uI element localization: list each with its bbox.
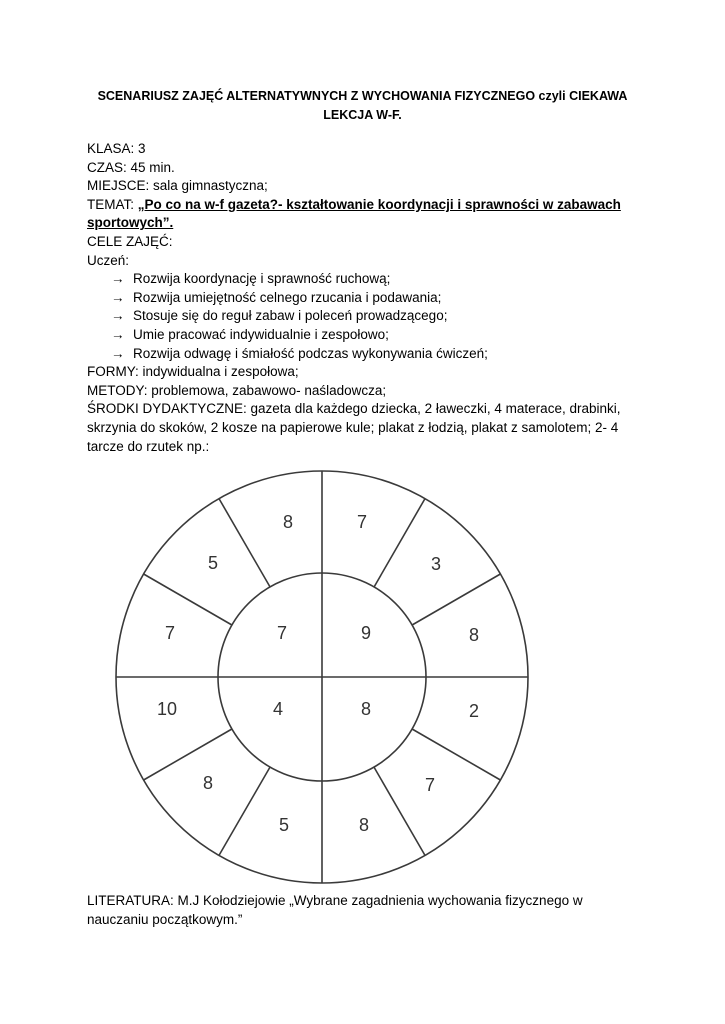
goals-label: CELE ZAJĘĆ:	[87, 233, 173, 249]
sector-divider	[412, 574, 500, 625]
outer-score: 2	[468, 701, 480, 721]
list-item	[87, 289, 647, 308]
list-item-text: Stosuje się do reguł zabaw i poleceń prowadzącego;	[133, 308, 448, 324]
outer-score: 8	[358, 815, 370, 835]
place-line: MIEJSCE: sala gimnastyczna;	[87, 178, 268, 194]
outer-score: 8	[468, 625, 480, 645]
literature-line: LITERATURA: M.J Kołodziejowie „Wybrane zagadnienia wychowania fizycznego w nauczaniu początkowym.”	[87, 893, 583, 927]
list-item	[87, 345, 647, 364]
outer-score: 3	[430, 554, 442, 574]
arrow-icon: →	[111, 326, 125, 342]
topic-text: „Po co na w-f gazeta?- kształtowanie koordynacji i sprawności w zabawach sportowych”.	[87, 196, 621, 231]
outer-score: 7	[164, 623, 176, 643]
methods-line: METODY: problemowa, zabawowo- naśladowcza;	[87, 382, 387, 398]
arrow-icon: →	[111, 345, 125, 361]
outer-score: 5	[207, 553, 219, 573]
list-item	[87, 326, 647, 345]
list-item	[87, 270, 647, 289]
sector-divider	[219, 499, 270, 587]
topic-line	[87, 196, 647, 233]
inner-score: 7	[276, 623, 288, 643]
topic-label: TEMAT:	[87, 196, 138, 212]
dartboard-svg	[112, 467, 532, 887]
sector-divider	[412, 729, 500, 780]
list-item-text: Rozwija umiejętność celnego rzucania i podawania;	[133, 289, 442, 305]
arrow-icon: →	[111, 271, 125, 287]
goals-list	[87, 270, 647, 363]
arrow-icon: →	[111, 289, 125, 305]
sector-divider	[144, 574, 232, 625]
outer-score: 7	[424, 775, 436, 795]
list-item-text: Umie pracować indywidualnie i zespołowo;	[133, 326, 389, 342]
outer-score: 10	[156, 699, 178, 719]
inner-score: 8	[360, 699, 372, 719]
list-item	[87, 307, 647, 326]
student-label: Uczeń:	[87, 252, 130, 268]
arrow-icon: →	[111, 308, 125, 324]
sector-divider	[374, 767, 425, 855]
sector-divider	[219, 767, 270, 855]
list-item-text: Rozwija odwagę i śmiałość podczas wykonywania ćwiczeń;	[133, 345, 488, 361]
dartboard-target	[112, 467, 532, 887]
class-line: KLASA: 3	[87, 141, 146, 156]
outer-score: 8	[282, 512, 294, 532]
materials-line: ŚRODKI DYDAKTYCZNE: gazeta dla każdego dziecka, 2 ławeczki, 4 materace, drabinki, skrzynia do skoków, 2 kosze na papierowe kule; plakat z łodzią, plakat z samolotem; 2- 4 tarcze do rzutek np.:	[87, 401, 621, 454]
outer-score: 7	[356, 512, 368, 532]
sector-divider	[144, 729, 232, 780]
sector-divider	[374, 499, 425, 587]
inner-score: 9	[360, 623, 372, 643]
page-title: SCENARIUSZ ZAJĘĆ ALTERNATYWNYCH Z WYCHOWANIA FIZYCZNEGO czyli CIEKAWA LEKCJA W-F.	[97, 89, 628, 122]
inner-score: 4	[272, 699, 284, 719]
outer-score: 5	[278, 815, 290, 835]
outer-score: 8	[202, 773, 214, 793]
forms-line: FORMY: indywidualna i zespołowa;	[87, 364, 299, 380]
list-item-text: Rozwija koordynację i sprawność ruchową;	[133, 271, 391, 287]
time-line: CZAS: 45 min.	[87, 159, 175, 175]
document-body	[87, 140, 647, 456]
